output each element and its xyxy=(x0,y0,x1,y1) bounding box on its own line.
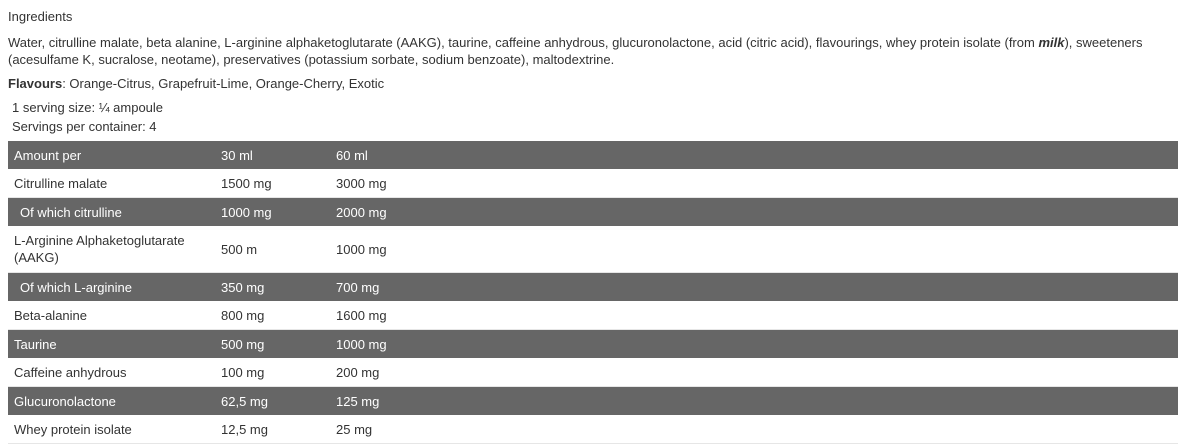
ingredients-pre: Water, citrulline malate, beta alanine, L-arginine alphaketoglutarate (AAKG), taurine, caffeine anhydrous, glucuronolactone, acid (citric acid), flavourings, whey protein isolate (from xyxy=(8,35,1039,50)
flavours-line xyxy=(8,75,1178,92)
table-header-row xyxy=(8,141,1178,169)
row-value-60ml: 3000 mg xyxy=(330,169,1178,198)
flavours-label: Flavours xyxy=(8,76,63,91)
row-value-30ml: 500 m xyxy=(215,226,330,273)
row-name: Glucuronolactone xyxy=(8,387,215,416)
header-30ml: 30 ml xyxy=(215,141,330,169)
header-amount-per: Amount per xyxy=(8,141,215,169)
row-value-60ml: 1000 mg xyxy=(330,226,1178,273)
ingredients-text xyxy=(8,34,1173,68)
table-row xyxy=(8,301,1178,330)
table-row xyxy=(8,226,1178,273)
row-value-30ml: 100 mg xyxy=(215,358,330,387)
ingredients-heading: Ingredients xyxy=(8,9,73,24)
table-row xyxy=(8,415,1178,444)
row-value-60ml: 700 mg xyxy=(330,273,1178,302)
row-value-30ml: 62,5 mg xyxy=(215,387,330,416)
table-row xyxy=(8,273,1178,302)
header-60ml: 60 ml xyxy=(330,141,1178,169)
row-name: Of which citrulline xyxy=(8,198,215,227)
row-name: Taurine xyxy=(8,330,215,359)
row-name: Whey protein isolate xyxy=(8,415,215,444)
row-value-30ml: 1000 mg xyxy=(215,198,330,227)
row-value-30ml: 500 mg xyxy=(215,330,330,359)
row-value-60ml: 125 mg xyxy=(330,387,1178,416)
row-name: Of which L-arginine xyxy=(8,273,215,302)
table-row xyxy=(8,169,1178,198)
table-row xyxy=(8,387,1178,416)
row-value-60ml: 200 mg xyxy=(330,358,1178,387)
allergen-milk: milk xyxy=(1038,35,1065,50)
row-name: Citrulline malate xyxy=(8,169,215,198)
nutrition-table xyxy=(8,141,1178,444)
row-value-30ml: 800 mg xyxy=(215,301,330,330)
row-name: Beta-alanine xyxy=(8,301,215,330)
table-row xyxy=(8,358,1178,387)
row-value-60ml: 25 mg xyxy=(330,415,1178,444)
row-name: L-Arginine Alphaketoglutarate (AAKG) xyxy=(8,226,215,273)
row-value-30ml: 12,5 mg xyxy=(215,415,330,444)
row-value-60ml: 1600 mg xyxy=(330,301,1178,330)
serving-size: 1 serving size: ¼ ampoule xyxy=(12,100,164,115)
row-value-60ml: 1000 mg xyxy=(330,330,1178,359)
row-value-60ml: 2000 mg xyxy=(330,198,1178,227)
table-row xyxy=(8,198,1178,227)
row-value-30ml: 1500 mg xyxy=(215,169,330,198)
row-name: Caffeine anhydrous xyxy=(8,358,215,387)
row-value-30ml: 350 mg xyxy=(215,273,330,302)
table-row xyxy=(8,330,1178,359)
ingredients-post: ), sweeteners (acesulfame K, sucralose, neotame), preservatives (potassium sorbate, sodium benzoate), maltodextrine. xyxy=(8,35,1143,67)
flavours-value: : Orange-Citrus, Grapefruit-Lime, Orange-Cherry, Exotic xyxy=(62,76,385,91)
serving-info xyxy=(8,98,1178,136)
servings-per-container: Servings per container: 4 xyxy=(12,119,157,134)
